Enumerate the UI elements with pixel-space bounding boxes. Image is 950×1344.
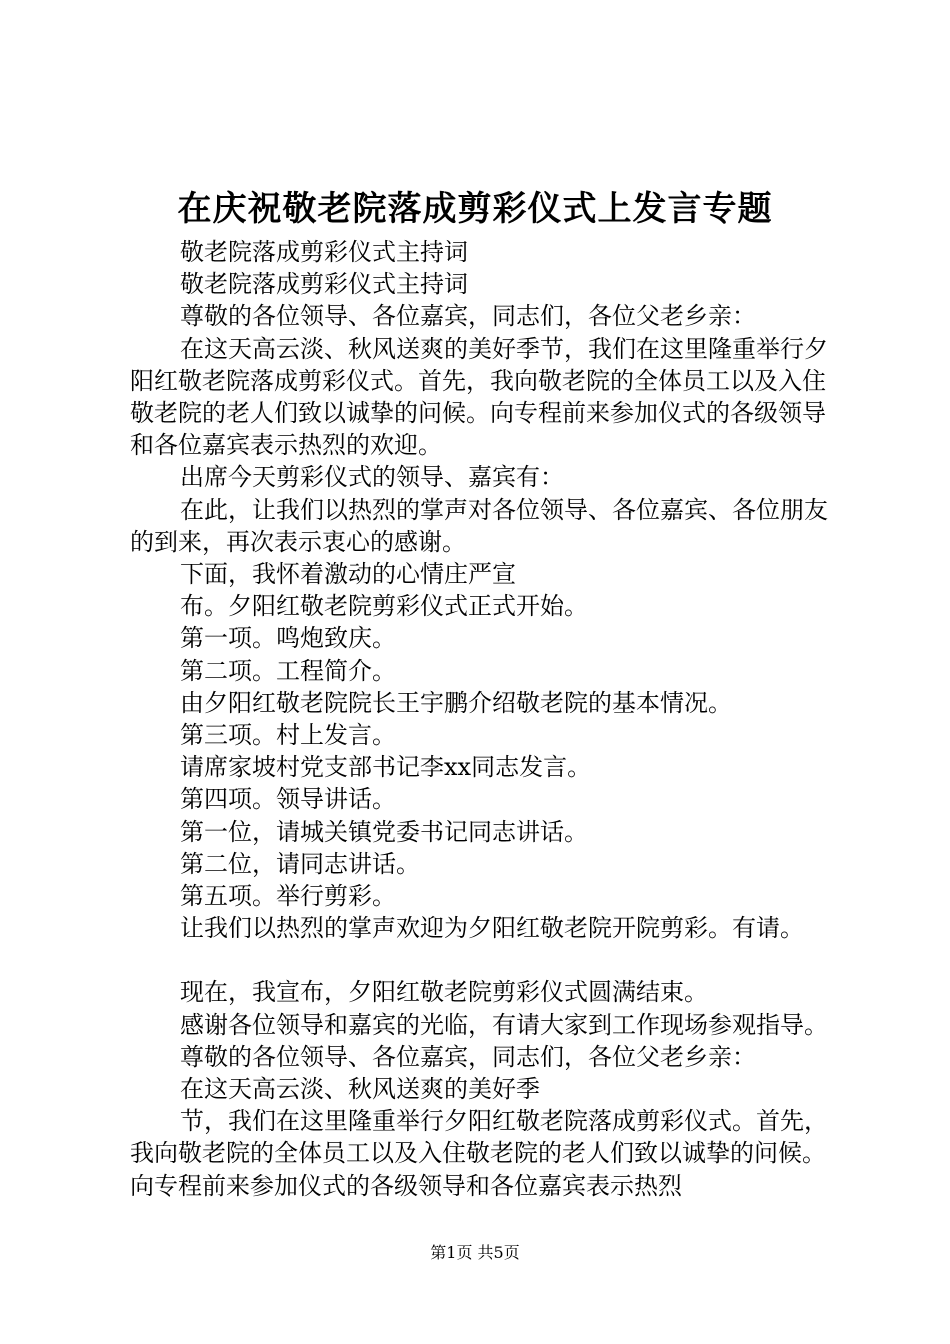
- paragraph: 第三项。村上发言。: [180, 721, 396, 750]
- paragraph: 第一位，请城关镇党委书记同志讲话。: [180, 817, 588, 846]
- paragraph: 第一项。鸣炮致庆。: [180, 624, 396, 653]
- paragraph: 第五项。举行剪彩。: [180, 882, 396, 911]
- paragraph: 下面，我怀着激动的心情庄严宣: [180, 560, 516, 589]
- paragraph: 第二项。工程简介。: [180, 656, 396, 685]
- document-body: [130, 236, 845, 1202]
- paragraph: 尊敬的各位领导、各位嘉宾，同志们，各位父老乡亲：: [180, 302, 756, 331]
- paragraph: 第四项。领导讲话。: [180, 785, 396, 814]
- paragraph: 第二位，请同志讲话。: [180, 849, 420, 878]
- paragraph: 现在，我宣布，夕阳红敬老院剪彩仪式圆满结束。: [180, 978, 708, 1007]
- paragraph: 在此，让我们以热烈的掌声对各位领导、各位嘉宾、各位朋友的到来，再次表示衷心的感谢。: [130, 495, 828, 556]
- paragraph: 请席家坡村党支部书记李xx同志发言。: [180, 753, 592, 782]
- paragraph: 敬老院落成剪彩仪式主持词: [180, 270, 468, 299]
- paragraph: 在这天高云淡、秋风送爽的美好季节，我们在这里隆重举行夕阳红敬老院落成剪彩仪式。首先，我向敬老院的全体员工以及入住敬老院的老人们致以诚挚的问候。向专程前来参加仪式的各级领导和各位嘉宾表示热烈的欢迎。: [130, 334, 828, 460]
- paragraph: 出席今天剪彩仪式的领导、嘉宾有：: [180, 463, 564, 492]
- paragraph: 在这天高云淡、秋风送爽的美好季: [180, 1075, 540, 1104]
- paragraph: 由夕阳红敬老院院长王宇鹏介绍敬老院的基本情况。: [180, 688, 732, 717]
- paragraph: 尊敬的各位领导、各位嘉宾，同志们，各位父老乡亲：: [180, 1042, 756, 1071]
- paragraph: 布。夕阳红敬老院剪彩仪式正式开始。: [180, 592, 588, 621]
- paragraph: 感谢各位领导和嘉宾的光临，有请大家到工作现场参观指导。: [180, 1010, 828, 1039]
- document-title: 在庆祝敬老院落成剪彩仪式上发言专题: [177, 189, 773, 229]
- blank-line: [130, 944, 845, 976]
- page-footer: 第1页 共5页: [430, 1243, 520, 1262]
- paragraph: 让我们以热烈的掌声欢迎为夕阳红敬老院开院剪彩。有请。: [180, 914, 804, 943]
- paragraph: 敬老院落成剪彩仪式主持词: [180, 238, 468, 266]
- paragraph: 节，我们在这里隆重举行夕阳红敬老院落成剪彩仪式。首先，我向敬老院的全体员工以及入住敬老院的老人们致以诚挚的问候。向专程前来参加仪式的各级领导和各位嘉宾表示热烈: [130, 1107, 828, 1200]
